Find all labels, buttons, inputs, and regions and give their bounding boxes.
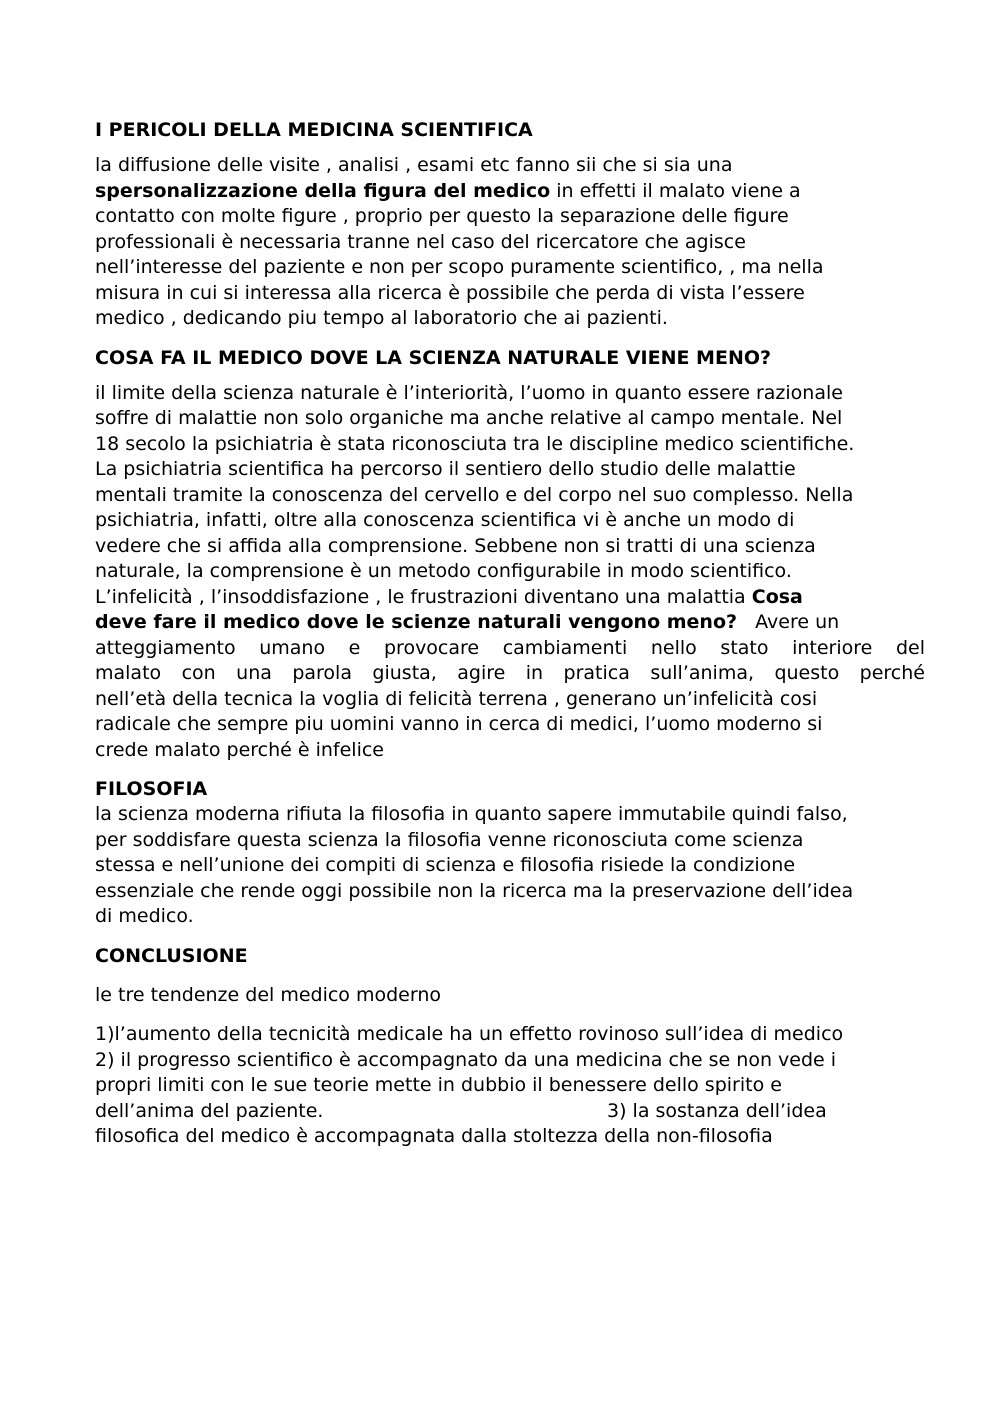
text-line: nell’interesse del paziente e non per scopo puramente scientifico, , ma nella xyxy=(95,256,824,278)
document-page xyxy=(95,118,925,1150)
paragraph-filosofia xyxy=(95,802,925,930)
text-line: la diffusione delle visite , analisi , esami etc fanno sii che si sia una xyxy=(95,154,733,176)
text-line: atteggiamento umano e provocare cambiamenti nello stato interiore del xyxy=(95,636,925,659)
text-line: mentali tramite la conoscenza del cervello e del corpo nel suo complesso. Nella xyxy=(95,483,854,506)
text-span: in effetti il malato viene a xyxy=(550,179,801,202)
bold-phrase: Cosa xyxy=(751,585,803,608)
text-line xyxy=(95,179,925,205)
text-line: vedere che si affida alla comprensione. Sebbene non si tratti di una scienza xyxy=(95,534,816,557)
text-span: 3) la sostanza dell’idea xyxy=(607,1099,827,1122)
section-title-conclusione: CONCLUSIONE xyxy=(95,944,248,967)
text-line: di medico. xyxy=(95,905,194,927)
text-line xyxy=(95,610,925,636)
text-line: professionali è necessaria tranne nel caso del ricercatore che agisce xyxy=(95,230,746,253)
text-line: 2) il progresso scientifico è accompagnato da una medicina che se non vede i xyxy=(95,1048,837,1071)
text-line: per soddisfare questa scienza la filosofia venne riconosciuta come scienza xyxy=(95,828,804,851)
section-title-filosofia: FILOSOFIA xyxy=(95,778,208,800)
text-line: naturale, la comprensione è un metodo configurabile in modo scientifico. xyxy=(95,560,792,582)
text-line: La psichiatria scientifica ha percorso il sentiero dello studio delle malattie xyxy=(95,458,796,480)
text-span: L’infelicità , l’insoddisfazione , le frustrazioni diventano una malattia xyxy=(95,585,752,608)
paragraph-tendenze xyxy=(95,1022,925,1150)
text-line: soffre di malattie non solo organiche ma anche relative al campo mentale. Nel xyxy=(95,407,843,429)
text-line: stessa e nell’unione dei compiti di scienza e filosofia risiede la condizione xyxy=(95,854,796,876)
text-line: nell’età della tecnica la voglia di felicità terrena , generano un’infelicità cosi xyxy=(95,687,818,710)
text-line: essenziale che rende oggi possibile non la ricerca ma la preservazione dell’idea xyxy=(95,879,854,902)
section-title-medico-scienza: COSA FA IL MEDICO DOVE LA SCIENZA NATURALE VIENE MENO? xyxy=(95,346,772,369)
text-line: 1)l’aumento della tecnicità medicale ha un effetto rovinoso sull’idea di medico xyxy=(95,1023,844,1045)
text-line: misura in cui si interessa alla ricerca è possibile che perda di vista l’essere xyxy=(95,281,805,304)
text-line: psichiatria, infatti, oltre alla conoscenza scientifica vi è anche un modo di xyxy=(95,509,795,531)
text-line: 18 secolo la psichiatria è stata riconosciuta tra le discipline medico scientifiche. xyxy=(95,432,855,455)
text-span: Avere un xyxy=(737,611,840,633)
text-line xyxy=(95,585,925,611)
text-line: crede malato perché è infelice xyxy=(95,738,384,761)
text-line: la scienza moderna rifiuta la filosofia in quanto sapere immutabile quindi falso, xyxy=(95,803,848,825)
text-span: dell’anima del paziente. xyxy=(95,1099,324,1122)
paragraph-scienza-naturale xyxy=(95,381,925,764)
bold-phrase: deve fare il medico dove le scienze naturali vengono meno? xyxy=(95,611,738,633)
text-line: filosofica del medico è accompagnata dalla stoltezza della non-filosofia xyxy=(95,1125,773,1147)
text-line: medico , dedicando piu tempo al laboratorio che ai pazienti. xyxy=(95,307,668,329)
section-title-pericoli: I PERICOLI DELLA MEDICINA SCIENTIFICA xyxy=(95,119,533,141)
text-line: radicale che sempre piu uomini vanno in cerca di medici, l’uomo moderno si xyxy=(95,713,823,735)
text-line: contatto con molte figure , proprio per questo la separazione delle figure xyxy=(95,205,789,227)
bold-phrase: spersonalizzazione della figura del medico xyxy=(95,179,551,202)
paragraph-pericoli xyxy=(95,153,925,332)
text-line: malato con una parola giusta, agire in pratica sull’anima, questo perché xyxy=(95,662,925,684)
text-line: il limite della scienza naturale è l’interiorità, l’uomo in quanto essere razionale xyxy=(95,381,843,404)
text-line xyxy=(95,1099,925,1125)
text-line: propri limiti con le sue teorie mette in dubbio il benessere dello spirito e xyxy=(95,1074,782,1096)
paragraph-conclusione-intro: le tre tendenze del medico moderno xyxy=(95,983,441,1006)
